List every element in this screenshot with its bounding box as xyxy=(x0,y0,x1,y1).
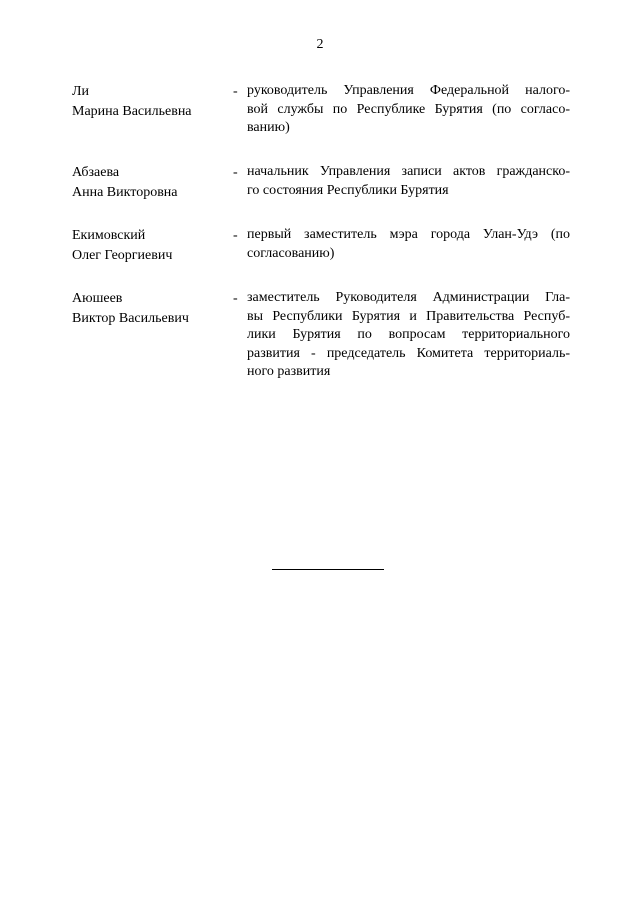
member-name xyxy=(72,163,222,203)
member-surname: Ли xyxy=(72,84,89,99)
role-line: ванию) xyxy=(247,120,290,135)
member-role xyxy=(247,226,570,263)
role-line: заместитель Руководителя Администрации Гла- xyxy=(247,290,570,305)
member-given-names: Анна Викторовна xyxy=(72,185,178,200)
role-line: вой службы по Республике Бурятия (по согласо- xyxy=(247,101,570,117)
member-given-names: Олег Георгиевич xyxy=(72,248,173,263)
role-line: развития - председатель Комитета территориаль- xyxy=(247,345,570,361)
separator-dash: - xyxy=(233,84,238,99)
end-of-list-rule xyxy=(272,569,384,570)
member-role xyxy=(247,289,570,382)
member-role xyxy=(247,163,570,200)
member-role xyxy=(247,82,570,138)
separator-dash: - xyxy=(233,291,238,306)
role-line: ного развития xyxy=(247,364,331,379)
member-surname: Аюшеев xyxy=(72,291,123,306)
member-name xyxy=(72,226,222,266)
role-line: руководитель Управления Федеральной налого- xyxy=(247,83,570,98)
role-line: го состояния Республики Бурятия xyxy=(247,182,449,198)
member-name xyxy=(72,289,222,329)
role-line: первый заместитель мэра города Улан-Удэ (по xyxy=(247,227,570,242)
role-line: лики Бурятия по вопросам территориального xyxy=(247,327,570,342)
role-line: вы Республики Бурятия и Правительства Респуб- xyxy=(247,308,570,324)
separator-dash: - xyxy=(233,165,238,180)
member-given-names: Виктор Васильевич xyxy=(72,311,189,326)
role-line: начальник Управления записи актов гражданско- xyxy=(247,164,570,179)
member-name xyxy=(72,82,222,122)
page-number: 2 xyxy=(316,37,324,52)
member-surname: Екимовский xyxy=(72,228,146,243)
role-line: согласованию) xyxy=(247,245,335,261)
separator-dash: - xyxy=(233,228,238,243)
member-given-names: Марина Васильевна xyxy=(72,104,192,119)
member-surname: Абзаева xyxy=(72,165,120,180)
